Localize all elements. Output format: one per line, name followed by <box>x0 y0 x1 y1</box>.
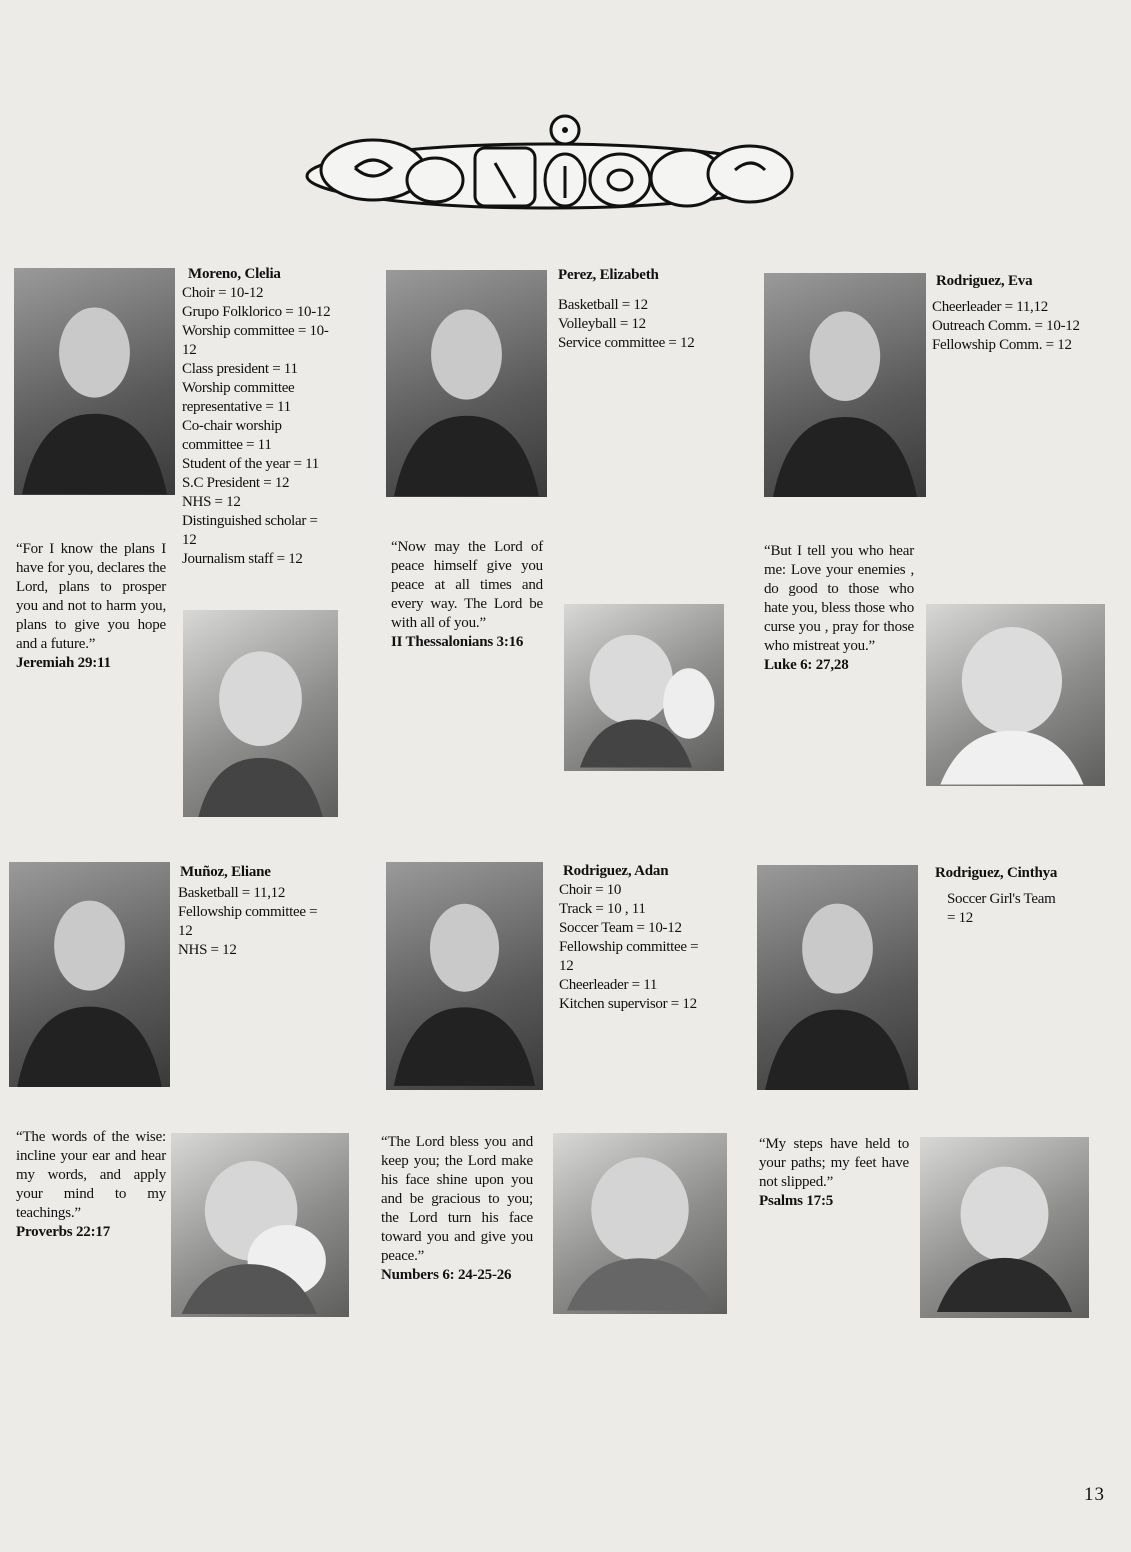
senior-portrait-rodriguez-cinthya <box>757 865 918 1090</box>
activity-item: Cheerleader = 11 <box>559 977 658 993</box>
activity-item: NHS = 12 <box>178 942 237 958</box>
activity-item: S.C President = 12 <box>182 475 290 491</box>
activity-item: Track = 10 , 11 <box>559 901 646 917</box>
senior-quote <box>16 1128 166 1242</box>
senior-portrait-munoz-eliane <box>9 862 170 1087</box>
activity-item: Journalism staff = 12 <box>182 551 303 567</box>
baby-silhouette <box>183 610 338 817</box>
activity-item: Choir = 10-12 <box>182 285 264 301</box>
activity-item: Basketball = 11,12 <box>178 885 286 901</box>
activities-list <box>559 881 711 1014</box>
baby-photo-munoz-eliane <box>171 1133 349 1317</box>
senior-quote <box>16 540 166 673</box>
activity-item: Class president = 11 <box>182 361 298 377</box>
seniors-title-lettering <box>295 108 800 218</box>
activities-list <box>558 296 710 353</box>
senior-name: Muñoz, Eliane <box>180 864 271 880</box>
senior-portrait-moreno-clelia <box>14 268 175 495</box>
activities-list <box>947 890 1057 928</box>
portrait-silhouette <box>14 268 175 495</box>
activity-item: Fellowship committee = 12 <box>178 904 318 939</box>
activity-item: Service committee = 12 <box>558 335 695 351</box>
baby-silhouette <box>564 604 724 771</box>
senior-name: Rodriguez, Cinthya <box>935 865 1058 881</box>
quote-text: “The Lord bless you and keep you; the Lord make his face shine upon you and be gracious to you; the Lord turn his face toward you and give you peace.” <box>381 1134 533 1264</box>
activity-item: Soccer Team = 10-12 <box>559 920 682 936</box>
quote-reference: Psalms 17:5 <box>759 1193 834 1209</box>
quote-reference: Proverbs 22:17 <box>16 1224 110 1240</box>
activity-item: Grupo Folklorico = 10-12 <box>182 304 331 320</box>
activity-item: Worship committee representative = 11 <box>182 380 295 415</box>
senior-portrait-rodriguez-eva <box>764 273 926 497</box>
seniors-title <box>295 108 800 218</box>
senior-name: Moreno, Clelia <box>188 266 281 282</box>
activity-item: Fellowship Comm. = 12 <box>932 337 1072 353</box>
portrait-silhouette <box>764 273 926 497</box>
quote-reference: II Thessalonians 3:16 <box>391 634 524 650</box>
baby-silhouette <box>171 1133 349 1317</box>
quote-text: “My steps have held to your paths; my feet have not slipped.” <box>759 1136 909 1190</box>
senior-portrait-rodriguez-adan <box>386 862 543 1090</box>
quote-text: “Now may the Lord of peace himself give you peace at all times and every way. The Lord be with all of you.” <box>391 539 543 631</box>
activity-item: Student of the year = 11 <box>182 456 319 472</box>
activity-item: Fellowship committee = 12 <box>559 939 699 974</box>
page-number: 13 <box>1084 1484 1105 1505</box>
activities-list <box>182 284 332 569</box>
activity-item: Soccer Girl's Team = 12 <box>947 891 1056 926</box>
quote-reference: Numbers 6: 24-25-26 <box>381 1267 512 1283</box>
baby-silhouette <box>926 604 1105 786</box>
senior-name: Perez, Elizabeth <box>558 267 659 283</box>
portrait-silhouette <box>386 862 543 1090</box>
activity-item: Cheerleader = 11,12 <box>932 299 1048 315</box>
activity-item: Basketball = 12 <box>558 297 648 313</box>
baby-photo-rodriguez-cinthya <box>920 1137 1089 1318</box>
senior-name: Rodriguez, Adan <box>563 863 669 879</box>
baby-photo-moreno-clelia <box>183 610 338 817</box>
baby-silhouette <box>553 1133 727 1314</box>
activity-item: Choir = 10 <box>559 882 622 898</box>
baby-photo-rodriguez-eva <box>926 604 1105 786</box>
senior-quote <box>381 1133 533 1285</box>
baby-photo-perez-elizabeth <box>564 604 724 771</box>
activity-item: Kitchen supervisor = 12 <box>559 996 697 1012</box>
senior-quote <box>391 538 543 652</box>
activity-item: Worship committee = 10-12 <box>182 323 329 358</box>
senior-quote <box>764 542 914 675</box>
portrait-silhouette <box>9 862 170 1087</box>
senior-name: Rodriguez, Eva <box>936 273 1033 289</box>
quote-reference: Jeremiah 29:11 <box>16 655 111 671</box>
activities-list <box>932 298 1082 355</box>
activity-item: Volleyball = 12 <box>558 316 646 332</box>
senior-quote <box>759 1135 909 1211</box>
activity-item: Outreach Comm. = 10-12 <box>932 318 1080 334</box>
activity-item: NHS = 12 <box>182 494 241 510</box>
portrait-silhouette <box>757 865 918 1090</box>
quote-text: “For I know the plans I have for you, declares the Lord, plans to prosper you and not to harm you, plans to give you hope and a future.” <box>16 541 166 652</box>
baby-photo-rodriguez-adan <box>553 1133 727 1314</box>
activity-item: Distinguished scholar = 12 <box>182 513 318 548</box>
activities-list <box>178 884 330 960</box>
quote-text: “But I tell you who hear me: Love your enemies , do good to those who hate you, bless those who curse you , pray for those who mistreat you.” <box>764 543 914 654</box>
senior-portrait-perez-elizabeth <box>386 270 547 497</box>
quote-reference: Luke 6: 27,28 <box>764 657 849 673</box>
baby-silhouette <box>920 1137 1089 1318</box>
quote-text: “The words of the wise: incline your ear and hear my words, and apply your mind to my teachings.” <box>16 1129 166 1221</box>
activity-item: Co-chair worship committee = 11 <box>182 418 282 453</box>
portrait-silhouette <box>386 270 547 497</box>
